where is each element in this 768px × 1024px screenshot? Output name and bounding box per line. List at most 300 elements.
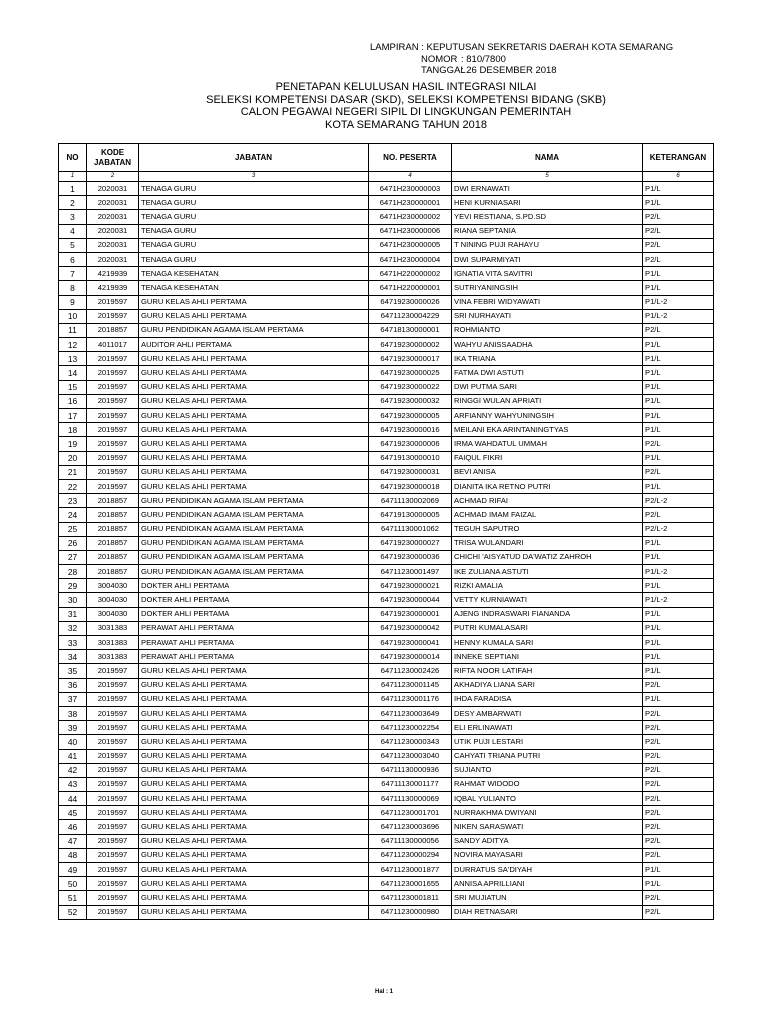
table-row xyxy=(59,437,714,451)
cell-kode-jabatan: 2020031 xyxy=(87,196,139,210)
cell-no: 25 xyxy=(59,522,87,536)
cell-no-peserta: 64711130002069 xyxy=(369,494,452,508)
table-row xyxy=(59,479,714,493)
cell-jabatan: GURU KELAS AHLI PERTAMA xyxy=(139,465,369,479)
index-cell: 4 xyxy=(369,172,452,182)
cell-jabatan: GURU KELAS AHLI PERTAMA xyxy=(139,692,369,706)
cell-no: 34 xyxy=(59,650,87,664)
cell-no: 40 xyxy=(59,735,87,749)
header-no-peserta: NO. PESERTA xyxy=(369,144,452,172)
cell-kode-jabatan: 2019597 xyxy=(87,394,139,408)
cell-keterangan: P1/L xyxy=(643,196,714,210)
cell-nama: TEGUH SAPUTRO xyxy=(452,522,643,536)
table-row xyxy=(59,210,714,224)
header-no: NO xyxy=(59,144,87,172)
cell-nama: DWI ERNAWATI xyxy=(452,182,643,196)
table-row xyxy=(59,905,714,919)
cell-jabatan: GURU KELAS AHLI PERTAMA xyxy=(139,905,369,919)
cell-kode-jabatan: 2019597 xyxy=(87,891,139,905)
cell-no-peserta: 64719230000036 xyxy=(369,550,452,564)
cell-jabatan: GURU KELAS AHLI PERTAMA xyxy=(139,891,369,905)
cell-jabatan: GURU KELAS AHLI PERTAMA xyxy=(139,706,369,720)
cell-no: 3 xyxy=(59,210,87,224)
cell-nama: IGNATIA VITA SAVITRI xyxy=(452,267,643,281)
cell-jabatan: TENAGA GURU xyxy=(139,210,369,224)
cell-no: 39 xyxy=(59,721,87,735)
table-row xyxy=(59,267,714,281)
cell-keterangan: P1/L xyxy=(643,281,714,295)
table-row xyxy=(59,423,714,437)
cell-keterangan: P1/L xyxy=(643,423,714,437)
cell-no-peserta: 64719230000032 xyxy=(369,394,452,408)
index-cell: 2 xyxy=(87,172,139,182)
cell-jabatan: PERAWAT AHLI PERTAMA xyxy=(139,636,369,650)
cell-jabatan: TENAGA GURU xyxy=(139,196,369,210)
cell-no: 23 xyxy=(59,494,87,508)
lampiran-line xyxy=(370,42,673,54)
cell-nama: PUTRI KUMALASARI xyxy=(452,621,643,635)
cell-nama: RIFTA NOOR LATIFAH xyxy=(452,664,643,678)
cell-jabatan: GURU KELAS AHLI PERTAMA xyxy=(139,863,369,877)
table-row xyxy=(59,252,714,266)
cell-jabatan: GURU KELAS AHLI PERTAMA xyxy=(139,309,369,323)
cell-kode-jabatan: 2020031 xyxy=(87,238,139,252)
cell-kode-jabatan: 2018857 xyxy=(87,494,139,508)
table-row xyxy=(59,550,714,564)
cell-jabatan: PERAWAT AHLI PERTAMA xyxy=(139,650,369,664)
cell-no-peserta: 6471H230000002 xyxy=(369,210,452,224)
cell-no: 19 xyxy=(59,437,87,451)
cell-kode-jabatan: 2019597 xyxy=(87,763,139,777)
cell-jabatan: DOKTER AHLI PERTAMA xyxy=(139,593,369,607)
cell-no: 38 xyxy=(59,706,87,720)
table-row xyxy=(59,735,714,749)
cell-no-peserta: 64711230003040 xyxy=(369,749,452,763)
cell-kode-jabatan: 4011017 xyxy=(87,338,139,352)
cell-nama: NURRAKHMA DWIYANI xyxy=(452,806,643,820)
cell-jabatan: GURU KELAS AHLI PERTAMA xyxy=(139,380,369,394)
cell-jabatan: GURU KELAS AHLI PERTAMA xyxy=(139,848,369,862)
cell-keterangan: P2/L xyxy=(643,437,714,451)
cell-kode-jabatan: 3004030 xyxy=(87,593,139,607)
header-kode-jabatan: KODE JABATAN xyxy=(87,144,139,172)
cell-kode-jabatan: 2019597 xyxy=(87,735,139,749)
cell-no: 27 xyxy=(59,550,87,564)
table-row xyxy=(59,692,714,706)
table-row xyxy=(59,352,714,366)
table-row xyxy=(59,394,714,408)
table-row xyxy=(59,678,714,692)
cell-kode-jabatan: 2020031 xyxy=(87,224,139,238)
cell-no: 16 xyxy=(59,394,87,408)
table-row xyxy=(59,863,714,877)
cell-kode-jabatan: 2018857 xyxy=(87,323,139,337)
cell-kode-jabatan: 2019597 xyxy=(87,479,139,493)
cell-jabatan: AUDITOR AHLI PERTAMA xyxy=(139,338,369,352)
table-row xyxy=(59,338,714,352)
cell-kode-jabatan: 2019597 xyxy=(87,820,139,834)
cell-keterangan: P2/L xyxy=(643,735,714,749)
table-row xyxy=(59,409,714,423)
table-row xyxy=(59,891,714,905)
cell-no-peserta: 6471H230000006 xyxy=(369,224,452,238)
cell-jabatan: GURU KELAS AHLI PERTAMA xyxy=(139,366,369,380)
cell-nama: DIAH RETNASARI xyxy=(452,905,643,919)
cell-keterangan: P2/L xyxy=(643,806,714,820)
cell-no: 48 xyxy=(59,848,87,862)
cell-no-peserta: 64711230001877 xyxy=(369,863,452,877)
cell-jabatan: GURU KELAS AHLI PERTAMA xyxy=(139,451,369,465)
cell-jabatan: GURU KELAS AHLI PERTAMA xyxy=(139,678,369,692)
table-body xyxy=(59,182,714,920)
cell-jabatan: GURU PENDIDIKAN AGAMA ISLAM PERTAMA xyxy=(139,494,369,508)
cell-keterangan: P2/L xyxy=(643,210,714,224)
cell-no-peserta: 64711130000056 xyxy=(369,834,452,848)
cell-kode-jabatan: 2019597 xyxy=(87,848,139,862)
table-row xyxy=(59,295,714,309)
cell-kode-jabatan: 2019597 xyxy=(87,749,139,763)
cell-nama: MEILANI EKA ARINTANINGTYAS xyxy=(452,423,643,437)
cell-no: 43 xyxy=(59,777,87,791)
cell-keterangan: P2/L xyxy=(643,848,714,862)
cell-jabatan: GURU KELAS AHLI PERTAMA xyxy=(139,820,369,834)
cell-nama: ACHMAD IMAM FAIZAL xyxy=(452,508,643,522)
cell-no-peserta: 64711230000343 xyxy=(369,735,452,749)
cell-nama: UTIK PUJI LESTARI xyxy=(452,735,643,749)
cell-nama: ARFIANNY WAHYUNINGSIH xyxy=(452,409,643,423)
cell-kode-jabatan: 2019597 xyxy=(87,692,139,706)
cell-keterangan: P1/L xyxy=(643,650,714,664)
cell-keterangan: P2/L xyxy=(643,905,714,919)
title-line-1: PENETAPAN KELULUSAN HASIL INTEGRASI NILAI xyxy=(275,81,537,93)
cell-nama: SRI NURHAYATI xyxy=(452,309,643,323)
cell-keterangan: P2/L xyxy=(643,465,714,479)
cell-no: 7 xyxy=(59,267,87,281)
table-row xyxy=(59,834,714,848)
cell-no-peserta: 64719230000017 xyxy=(369,352,452,366)
cell-kode-jabatan: 2019597 xyxy=(87,792,139,806)
header-jabatan: JABATAN xyxy=(139,144,369,172)
cell-keterangan: P1/L xyxy=(643,451,714,465)
table-row xyxy=(59,565,714,579)
table-row xyxy=(59,877,714,891)
cell-nama: ROHMIANTO xyxy=(452,323,643,337)
cell-no: 24 xyxy=(59,508,87,522)
cell-keterangan: P2/L xyxy=(643,323,714,337)
cell-keterangan: P1/L xyxy=(643,267,714,281)
cell-nama: HENI KURNIASARI xyxy=(452,196,643,210)
header-nama: NAMA xyxy=(452,144,643,172)
cell-nama: ELI ERLINAWATI xyxy=(452,721,643,735)
cell-jabatan: GURU PENDIDIKAN AGAMA ISLAM PERTAMA xyxy=(139,565,369,579)
cell-kode-jabatan: 3031383 xyxy=(87,636,139,650)
cell-no: 5 xyxy=(59,238,87,252)
cell-keterangan: P1/L xyxy=(643,877,714,891)
cell-no: 2 xyxy=(59,196,87,210)
cell-no: 36 xyxy=(59,678,87,692)
cell-kode-jabatan: 2019597 xyxy=(87,309,139,323)
title-line-2: SELEKSI KOMPETENSI DASAR (SKD), SELEKSI KOMPETENSI BIDANG (SKB) xyxy=(206,93,606,106)
cell-no-peserta: 64719230000027 xyxy=(369,536,452,550)
cell-kode-jabatan: 3031383 xyxy=(87,650,139,664)
cell-kode-jabatan: 2019597 xyxy=(87,863,139,877)
cell-jabatan: GURU PENDIDIKAN AGAMA ISLAM PERTAMA xyxy=(139,323,369,337)
table-row xyxy=(59,238,714,252)
cell-no: 20 xyxy=(59,451,87,465)
cell-nama: SANDY ADITYA xyxy=(452,834,643,848)
cell-no-peserta: 64711230001497 xyxy=(369,565,452,579)
cell-nama: INNEKE SEPTIANI xyxy=(452,650,643,664)
table-row xyxy=(59,224,714,238)
cell-kode-jabatan: 2019597 xyxy=(87,678,139,692)
cell-kode-jabatan: 2019597 xyxy=(87,465,139,479)
cell-no: 15 xyxy=(59,380,87,394)
cell-no: 10 xyxy=(59,309,87,323)
cell-no: 35 xyxy=(59,664,87,678)
cell-nama: VETTY KURNIAWATI xyxy=(452,593,643,607)
cell-no: 17 xyxy=(59,409,87,423)
cell-nama: FATMA DWI ASTUTI xyxy=(452,366,643,380)
cell-kode-jabatan: 3004030 xyxy=(87,579,139,593)
cell-keterangan: P2/L xyxy=(643,678,714,692)
cell-keterangan: P1/L xyxy=(643,338,714,352)
table-row xyxy=(59,380,714,394)
cell-keterangan: P2/L-2 xyxy=(643,522,714,536)
cell-kode-jabatan: 4219939 xyxy=(87,281,139,295)
cell-kode-jabatan: 2018857 xyxy=(87,565,139,579)
cell-no: 29 xyxy=(59,579,87,593)
table-row xyxy=(59,522,714,536)
cell-no: 12 xyxy=(59,338,87,352)
cell-kode-jabatan: 2019597 xyxy=(87,423,139,437)
cell-no: 32 xyxy=(59,621,87,635)
column-index-row xyxy=(59,172,714,182)
cell-no-peserta: 64711230001701 xyxy=(369,806,452,820)
cell-no-peserta: 64719230000042 xyxy=(369,621,452,635)
cell-jabatan: GURU KELAS AHLI PERTAMA xyxy=(139,763,369,777)
cell-keterangan: P1/L xyxy=(643,621,714,635)
cell-no: 18 xyxy=(59,423,87,437)
cell-nama: RINGGI WULAN APRIATI xyxy=(452,394,643,408)
cell-jabatan: GURU KELAS AHLI PERTAMA xyxy=(139,721,369,735)
cell-keterangan: P2/L xyxy=(643,706,714,720)
cell-jabatan: DOKTER AHLI PERTAMA xyxy=(139,579,369,593)
cell-no-peserta: 64719230000006 xyxy=(369,437,452,451)
cell-jabatan: GURU PENDIDIKAN AGAMA ISLAM PERTAMA xyxy=(139,508,369,522)
cell-jabatan: GURU KELAS AHLI PERTAMA xyxy=(139,423,369,437)
cell-no: 51 xyxy=(59,891,87,905)
table-row xyxy=(59,706,714,720)
cell-nama: IKE ZULIANA ASTUTI xyxy=(452,565,643,579)
cell-keterangan: P1/L xyxy=(643,692,714,706)
cell-nama: RAHMAT WIDODO xyxy=(452,777,643,791)
cell-no: 52 xyxy=(59,905,87,919)
header-keterangan: KETERANGAN xyxy=(643,144,714,172)
cell-keterangan: P1/L-2 xyxy=(643,565,714,579)
table-row xyxy=(59,820,714,834)
table-row xyxy=(59,721,714,735)
cell-nama: DWI PUTMA SARI xyxy=(452,380,643,394)
page-number: Hal : 1 xyxy=(374,989,393,995)
table-row xyxy=(59,650,714,664)
cell-no-peserta: 64711130000069 xyxy=(369,792,452,806)
cell-no: 33 xyxy=(59,636,87,650)
cell-kode-jabatan: 2018857 xyxy=(87,508,139,522)
table-row xyxy=(59,182,714,196)
cell-no-peserta: 64711130000936 xyxy=(369,763,452,777)
document-title xyxy=(0,81,768,131)
title-line-3: CALON PEGAWAI NEGERI SIPIL DI LINGKUNGAN PEMERINTAH xyxy=(240,106,572,118)
cell-keterangan: P1/L-2 xyxy=(643,593,714,607)
cell-jabatan: TENAGA KESEHATAN xyxy=(139,281,369,295)
cell-nama: IQBAL YULIANTO xyxy=(452,792,643,806)
cell-keterangan: P2/L xyxy=(643,891,714,905)
cell-no: 6 xyxy=(59,252,87,266)
cell-no: 11 xyxy=(59,323,87,337)
cell-keterangan: P1/L xyxy=(643,536,714,550)
table-row xyxy=(59,621,714,635)
cell-jabatan: GURU KELAS AHLI PERTAMA xyxy=(139,877,369,891)
cell-nama: SUJIANTO xyxy=(452,763,643,777)
cell-kode-jabatan: 3031383 xyxy=(87,621,139,635)
nomor-line xyxy=(370,54,673,66)
cell-keterangan: P1/L xyxy=(643,579,714,593)
cell-jabatan: GURU KELAS AHLI PERTAMA xyxy=(139,352,369,366)
cell-no-peserta: 64719230000002 xyxy=(369,338,452,352)
cell-kode-jabatan: 2018857 xyxy=(87,536,139,550)
table-row xyxy=(59,494,714,508)
table-row xyxy=(59,777,714,791)
cell-kode-jabatan: 2020031 xyxy=(87,210,139,224)
cell-kode-jabatan: 2018857 xyxy=(87,522,139,536)
nomor-value: : 810/7800 xyxy=(461,53,506,65)
cell-nama: RIANA SEPTANIA xyxy=(452,224,643,238)
cell-no-peserta: 64711230001811 xyxy=(369,891,452,905)
cell-no: 49 xyxy=(59,863,87,877)
cell-kode-jabatan: 2019597 xyxy=(87,437,139,451)
cell-no-peserta: 64719130000005 xyxy=(369,508,452,522)
table-row xyxy=(59,636,714,650)
nomor-label: NOMOR xyxy=(421,53,458,65)
cell-nama: T NINING PUJI RAHAYU xyxy=(452,238,643,252)
table-row xyxy=(59,806,714,820)
cell-nama: NOVIRA MAYASARI xyxy=(452,848,643,862)
cell-keterangan: P2/L-2 xyxy=(643,494,714,508)
cell-no: 30 xyxy=(59,593,87,607)
cell-no-peserta: 64711230002254 xyxy=(369,721,452,735)
index-cell: 3 xyxy=(139,172,369,182)
cell-no-peserta: 6471H230000004 xyxy=(369,252,452,266)
cell-keterangan: P1/L xyxy=(643,636,714,650)
tanggal-label: TANGGAL xyxy=(421,65,466,76)
cell-jabatan: TENAGA KESEHATAN xyxy=(139,267,369,281)
cell-nama: CHICHI 'AISYATUD DA'WATIZ ZAHROH xyxy=(452,550,643,564)
cell-nama: RIZKI AMALIA xyxy=(452,579,643,593)
cell-keterangan: P2/L xyxy=(643,834,714,848)
cell-nama: WAHYU ANISSAADHA xyxy=(452,338,643,352)
cell-nama: BEVI ANISA xyxy=(452,465,643,479)
cell-no-peserta: 64719230000031 xyxy=(369,465,452,479)
cell-no-peserta: 64711230002426 xyxy=(369,664,452,678)
cell-nama: AJENG INDRASWARI FIANANDA xyxy=(452,607,643,621)
table-row xyxy=(59,508,714,522)
cell-no-peserta: 64719130000010 xyxy=(369,451,452,465)
cell-jabatan: GURU KELAS AHLI PERTAMA xyxy=(139,394,369,408)
cell-kode-jabatan: 2019597 xyxy=(87,877,139,891)
cell-no-peserta: 64719230000014 xyxy=(369,650,452,664)
cell-nama: IKA TRIANA xyxy=(452,352,643,366)
index-cell: 6 xyxy=(643,172,714,182)
cell-nama: IHDA FARADISA xyxy=(452,692,643,706)
cell-nama: SRI MUJIATUN xyxy=(452,891,643,905)
cell-kode-jabatan: 2019597 xyxy=(87,834,139,848)
cell-nama: DURRATUS SA'DIYAH xyxy=(452,863,643,877)
index-cell: 5 xyxy=(452,172,643,182)
cell-jabatan: GURU KELAS AHLI PERTAMA xyxy=(139,437,369,451)
cell-kode-jabatan: 2019597 xyxy=(87,366,139,380)
cell-jabatan: DOKTER AHLI PERTAMA xyxy=(139,607,369,621)
table-row xyxy=(59,607,714,621)
cell-kode-jabatan: 2019597 xyxy=(87,664,139,678)
cell-no: 37 xyxy=(59,692,87,706)
cell-nama: ANNISA APRILLIANI xyxy=(452,877,643,891)
cell-no: 47 xyxy=(59,834,87,848)
cell-no-peserta: 6471H230000005 xyxy=(369,238,452,252)
cell-jabatan: GURU KELAS AHLI PERTAMA xyxy=(139,735,369,749)
cell-keterangan: P1/L-2 xyxy=(643,295,714,309)
cell-jabatan: GURU PENDIDIKAN AGAMA ISLAM PERTAMA xyxy=(139,550,369,564)
tanggal-value: : 26 DESEMBER 2018 xyxy=(461,65,557,76)
cell-nama: DIANITA IKA RETNO PUTRI xyxy=(452,479,643,493)
cell-nama: HENNY KUMALA SARI xyxy=(452,636,643,650)
table-row xyxy=(59,465,714,479)
cell-no-peserta: 6471H230000001 xyxy=(369,196,452,210)
cell-jabatan: GURU KELAS AHLI PERTAMA xyxy=(139,664,369,678)
cell-no-peserta: 64719230000016 xyxy=(369,423,452,437)
cell-nama: AKHADIYA LIANA SARI xyxy=(452,678,643,692)
cell-no-peserta: 6471H230000003 xyxy=(369,182,452,196)
cell-kode-jabatan: 2018857 xyxy=(87,550,139,564)
table-row xyxy=(59,366,714,380)
cell-no: 8 xyxy=(59,281,87,295)
cell-keterangan: P1/L xyxy=(643,479,714,493)
cell-no: 22 xyxy=(59,479,87,493)
cell-keterangan: P1/L xyxy=(643,182,714,196)
cell-jabatan: TENAGA GURU xyxy=(139,238,369,252)
cell-no-peserta: 64711130001062 xyxy=(369,522,452,536)
cell-keterangan: P2/L xyxy=(643,224,714,238)
cell-no: 44 xyxy=(59,792,87,806)
cell-keterangan: P1/L xyxy=(643,664,714,678)
cell-jabatan: PERAWAT AHLI PERTAMA xyxy=(139,621,369,635)
cell-no-peserta: 6471H220000001 xyxy=(369,281,452,295)
cell-kode-jabatan: 2019597 xyxy=(87,777,139,791)
cell-nama: FAIQUL FIKRI xyxy=(452,451,643,465)
cell-no-peserta: 64719230000026 xyxy=(369,295,452,309)
cell-no: 46 xyxy=(59,820,87,834)
cell-nama: NIKEN SARASWATI xyxy=(452,820,643,834)
cell-no-peserta: 64711230001176 xyxy=(369,692,452,706)
cell-kode-jabatan: 2019597 xyxy=(87,905,139,919)
cell-nama: TRISA WULANDARI xyxy=(452,536,643,550)
cell-jabatan: GURU KELAS AHLI PERTAMA xyxy=(139,409,369,423)
cell-nama: CAHYATI TRIANA PUTRI xyxy=(452,749,643,763)
cell-jabatan: GURU KELAS AHLI PERTAMA xyxy=(139,792,369,806)
lampiran-header xyxy=(370,42,673,77)
cell-kode-jabatan: 2019597 xyxy=(87,721,139,735)
table-row xyxy=(59,536,714,550)
cell-no: 50 xyxy=(59,877,87,891)
